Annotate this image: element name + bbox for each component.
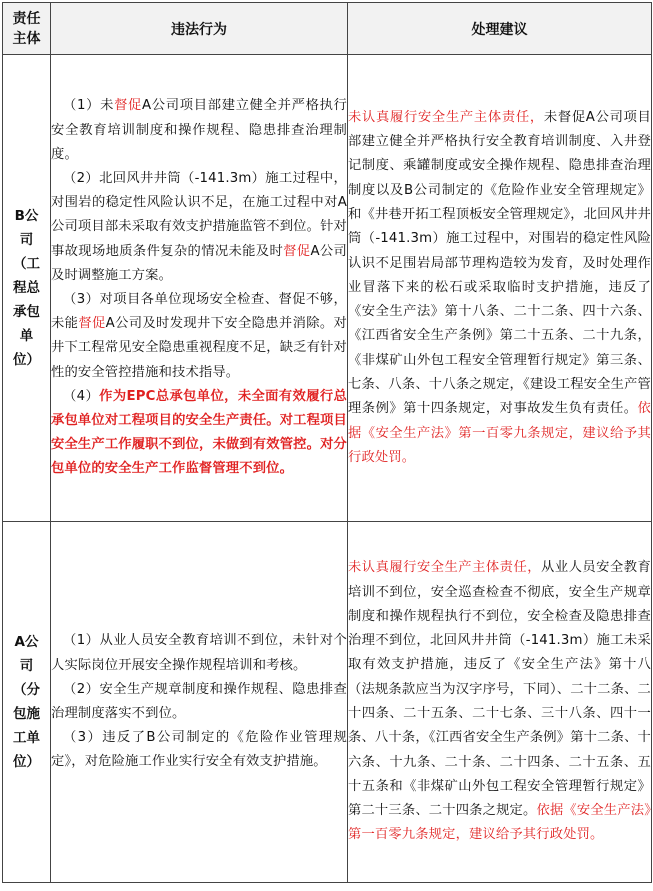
violation-item: （1）从业人员安全教育培训不到位，未针对个人实际岗位开展安全操作规程培训和考核。: [51, 633, 347, 673]
violation-item: （4）作为EPC总承包单位，未全面有效履行总承包单位对工程项目的安全生产责任。对工程项目安全生产工作履职不到位，未做到有效管控。对分包单位的安全生产工作监督管理不到位。: [51, 388, 347, 477]
suggestion-a-company: 未认真履行安全生产主体责任，从业人员安全教育培训不到位，安全巡查检查不彻底，安全生产规章制度和操作规程执行不到位，安全检查及隐患排查治理不到位，北回风井井筒（-141.3m）施工未采取有效支护措施，违反了《安全生产法》第十八（法规条款应当为汉字序号，下同）、二十二条、二十四条、二十五条、二十七条、三十八条、四十一条、八十条，《江西省安全生产条例》第十二条、十六条、十九条、二十条、二十四条、二十五条、五十五条和《非煤矿山外包工程安全管理暂行规定》第二十三条、二十四条之规定。依据《安全生产法》第一百零九条规定，建议给予其行政处罚。: [348, 522, 652, 883]
header-subject: 责任主体: [3, 3, 51, 55]
header-violation: 违法行为: [51, 3, 348, 55]
header-suggestion: 处理建议: [348, 3, 652, 55]
violations-a-company: [51, 522, 348, 883]
suggestion-b-company: 未认真履行安全生产主体责任，未督促A公司项目部建立健全并严格执行安全教育培训制度、入井登记制度、乘罐制度或安全操作规程、隐患排查治理制度以及B公司制定的《危险作业安全管理规定》和《井巷开拓工程顶板安全管理规定》，北回风井井筒（-141.3m）施工过程中，对围岩的稳定性风险认识不足围岩局部节理构造较为发育，及时处理作业冒落下来的松石或采取临时支护措施，违反了《安全生产法》第十八条、二十二条、四十六条、《江西省安全生产条例》第二十五条、二十九条，《非煤矿山外包工程安全管理暂行规定》第三条、七条、八条、十八条之规定，《建设工程安全生产管理条例》第十四条规定，对事故发生负有责任。依据《安全生产法》第一百零九条规定，建议给予其行政处罚。: [348, 55, 652, 522]
subject-b-company: B公司（工程总承包单位）: [3, 55, 51, 522]
violation-item: （2）北回风井井筒（-141.3m）施工过程中，对围岩的稳定性风险认识不足，在施工过程中对A公司项目部未采取有效支护措施监管不到位。针对事故现场地质条件复杂的情况未能及时督促A公司及时调整施工方案。: [51, 170, 347, 283]
subject-a-company: A公司（分包施工单位）: [3, 522, 51, 883]
violation-item: （2）安全生产规章制度和操作规程、隐患排查治理制度落实不到位。: [51, 681, 347, 721]
violation-item: （3）违反了B公司制定的《危险作业管理规定》，对危险施工作业实行安全有效支护措施。: [51, 730, 347, 770]
responsibility-table: [2, 2, 652, 883]
table-row: [3, 522, 652, 883]
violations-b-company: [51, 55, 348, 522]
violation-item: （1）未督促A公司项目部建立健全并严格执行安全教育培训制度和操作规程、隐患排查治理制度。: [51, 98, 347, 162]
header-row: [3, 3, 652, 55]
violation-item: （3）对项目各单位现场安全检查、督促不够，未能督促A公司及时发现井下安全隐患并消除。对井下工程常见安全隐患重视程度不足，缺乏有针对性的安全管控措施和技术指导。: [51, 292, 347, 380]
table-row: [3, 55, 652, 522]
